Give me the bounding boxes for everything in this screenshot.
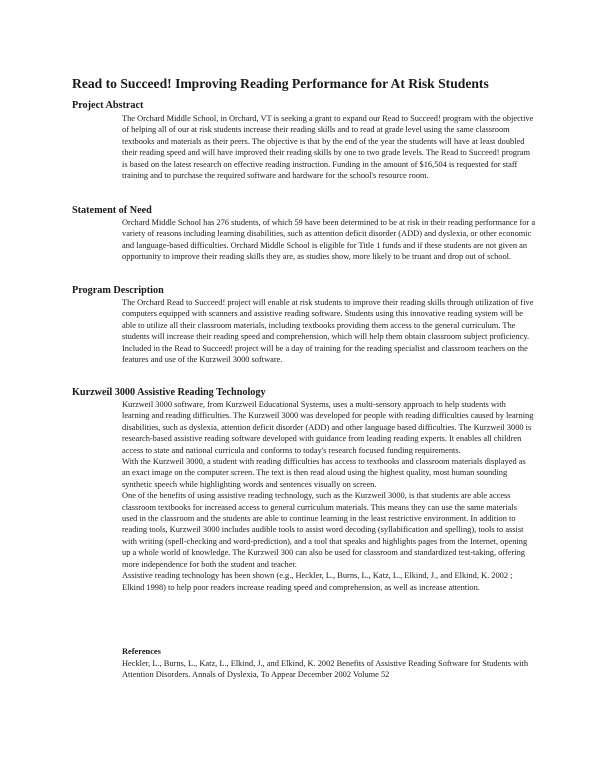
kurzweil-paragraph-4: Assistive reading technology has been shown (e.g., Heckler, L., Burns, L., Katz, L., Elkind, J., and Elkind, K. 2002 ; Elkind 1998) to help poor readers increase reading speed and comprehension, as well as increase attention.: [122, 571, 513, 592]
kurzweil-paragraph-3: One of the benefits of using assistive reading technology, such as the Kurzweil 3000, is that students are able access classroom textbooks for increased access to general curriculum materials. This means they can use the same materials used in the classroom and the students are able to continue learning in the least restrictive environment. In addition to reading tools, Kurzweil 3000 includes audible tools to assist word decoding (syllabification and spelling), tools to assist with writing (spell-checking and word-prediction), and a tool that speaks and highlights pages from the Internet, opening up a whole world of knowledge. The Kurzweil 300 can also be used for classroom and standardized test-taking, offering more independence for both the student and teacher.: [122, 491, 528, 569]
program-paragraph: [122, 297, 536, 365]
references-heading: References: [122, 647, 161, 656]
kurzweil-paragraph-2: With the Kurzweil 3000, a student with reading difficulties has access to textbooks and classroom materials displayed as an exact image on the computer screen. The text is then read aloud using the highest quality, most human sounding synthetic speech while highlighting words and sentences visually on screen.: [122, 457, 526, 489]
references-text: Heckler, L., Burns, L., Katz, L., Elkind, J., and Elkind, K. 2002 Benefits of Assistive Reading Software for Students with Attention Disorders. Annals of Dyslexia, To Appear December 2002 Volume 52: [122, 659, 529, 680]
program-text: The Orchard Read to Succeed! project will enable at risk students to improve their reading skills through utilization of five computers equipped with scanners and assistive reading software. Students using this innovative reading system will be able to utilize all their classroom materials, including textbooks providing them access to the general curriculum. The students will increase their reading speed and comprehension, which will help them obtain classroom subject proficiency. Included in the Read to Succeed! project will be a day of training for the reading specialist and classroom teachers on the features and use of the Kurzweil 3000 software.: [122, 298, 534, 365]
heading-kurzweil: Kurzweil 3000 Assistive Reading Technology: [72, 387, 266, 398]
heading-program-description: Program Description: [72, 285, 164, 296]
kurzweil-section: [122, 399, 534, 593]
document-title: Read to Succeed! Improving Reading Performance for At Risk Students: [72, 76, 489, 91]
heading-statement-of-need: Statement of Need: [72, 205, 152, 216]
need-paragraph: [122, 217, 536, 263]
kurzweil-paragraph-1: Kurzweil 3000 software, from Kurzweil Educational Systems, uses a multi-sensory approach to help students with learning and reading difficulties. The Kurzweil 3000 was developed for people with reading difficulties caused by learning disabilities, such as dyslexia, attention deficit disorder (ADD) and other language based difficulties. The Kurzweil 3000 is research-based assistive reading software developed with guidance from leading reading experts. It enables all children access to state and national curricula and conforms to today's research focused funding requirements.: [122, 400, 534, 455]
heading-project-abstract: Project Abstract: [72, 100, 144, 111]
abstract-paragraph: [122, 113, 536, 181]
need-text: Orchard Middle School has 276 students, of which 59 have been determined to be at risk in their reading performance for a variety of reasons including learning disabilities, such as attention deficit disorder (ADD) and dyslexia, or other economic and language-based difficulties. Orchard Middle School is eligible for Title 1 funds and if these students are not given an opportunity to improve their reading skills they are, as studies show, more likely to be truant and drop out of school.: [122, 218, 536, 262]
abstract-text: The Orchard Middle School, in Orchard, VT is seeking a grant to expand our Read to Succeed! program with the objective of helping all of our at risk students increase their reading skills and to read at grade level using the same classroom textbooks and materials as their peers. The objective is that by the end of the year the students will have at least doubled their reading speed and will have improved their reading skills by one to two grade levels. The Read to Succeed! program is based on the latest research on effective reading instruction. Funding in the amount of $16,504 is requested for staff training and to purchase the required software and hardware for the school's resource room.: [122, 114, 534, 181]
